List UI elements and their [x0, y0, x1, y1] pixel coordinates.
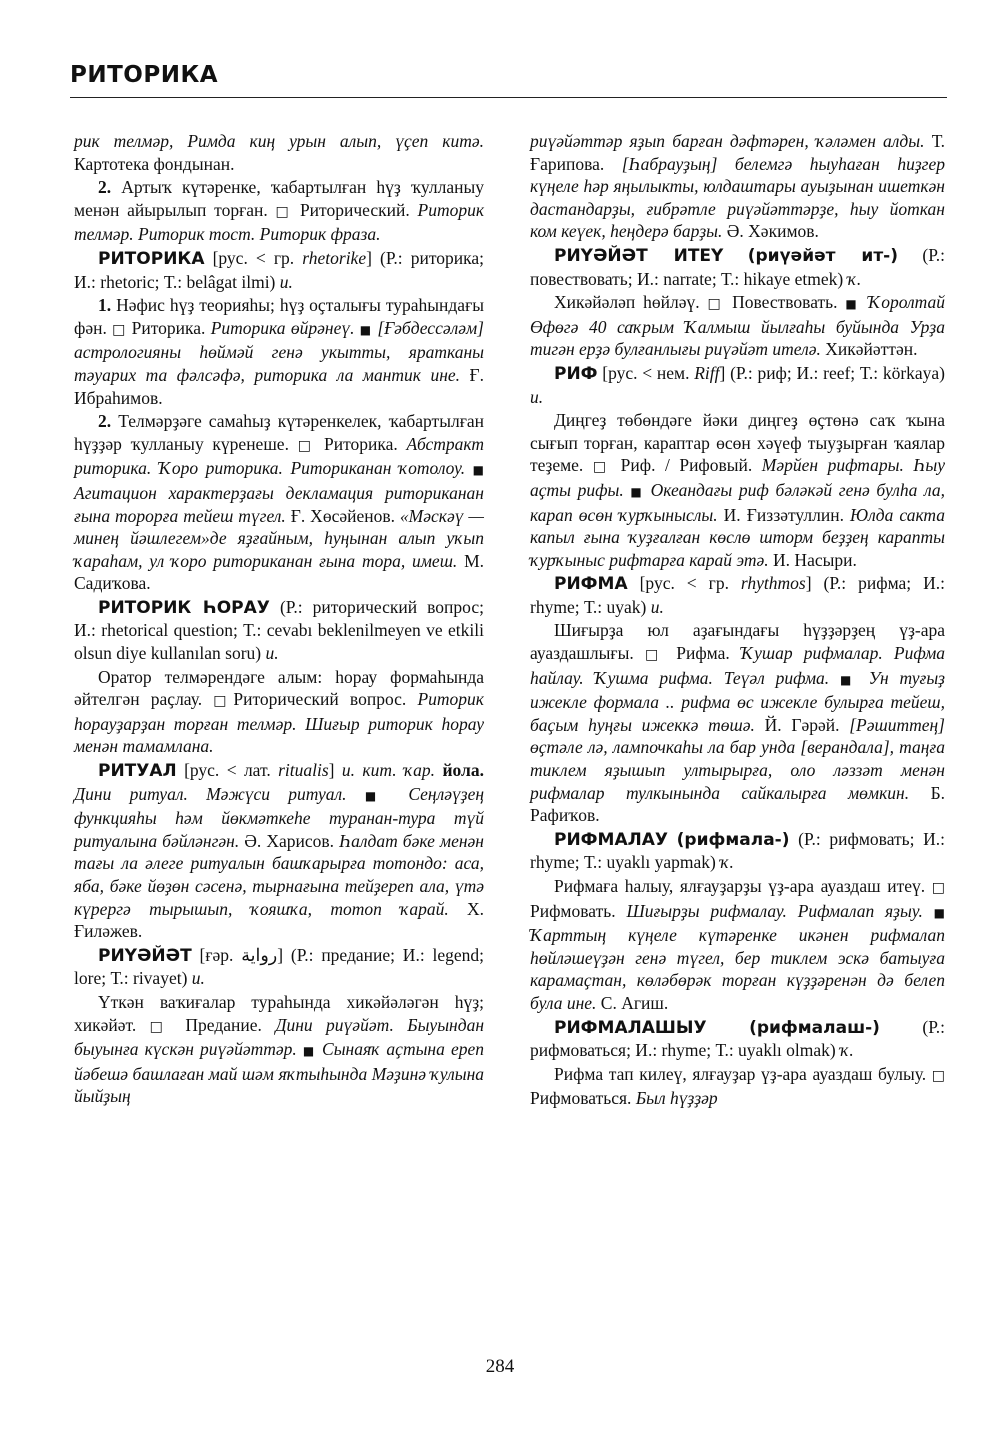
rifmalau-definition: Рифмаға һалыу, ялғауҙарҙы үҙ-ара ауаздаш итеү. □ Рифмовать. Шиғырҙы рифмалау. Рифмалап яҙыу. ■ Ҡарттың күңеле күтәренке икәнен рифмалап һөйләшеүҙән генә түгел, бер тиклем эскә батыуға карамаҫтан, көләбөрәк торған күҙҙәренән дә белеп була ине. С. Агиш.	[530, 876, 946, 1013]
sense-2: 2. Артыҡ күтәренке, ҡабартылған һүҙ ҡулланыу менән айырылып торған. □ Риторический. Риторик телмәр. Риторик тост. Риторик фраза.	[74, 177, 485, 245]
entry-rif: РИФ [рус. < нем. Riff] (Р.: риф; И.: reef; Т.: körkaya) и.	[530, 362, 946, 407]
rif-definition: Диңгеҙ төбөндәге йәки диңгеҙ өҫтөнә саҡ ҡына сығып торған, караптар өсөн хәүеф тыуҙырған ҡаялар теҙеме. □ Риф. / Рифовый. Мәрйен рифтары. Һыу аҫты рифы. ■ Океандағы риф бәләкәй генә булһа ла, карап өсөн ҡурҡыныслы. И. Ғиззәтуллин. Юлда сакта капыл ғына ҡуҙғалған көслө шторм беҙҙең карапты ҡурҡыныс рифтарға карай этә. И. Насыри.	[530, 410, 946, 570]
riuajat-continuation: риүәйәттәр яҙып барған дәфтәрен, ҡәләмен алды. Т. Ғарипова. [Һабрауҙың] белемгә һыуһаған һиҙгер күңеле һәр яңылыкты, юлдаштары ауыҙынан ишеткән дастандарҙы, ғибрәтле риүәйәттәрҙе, һыу йоткан ком кеүек, һеңдерә барҙы. Ә. Хәкимов.	[530, 131, 946, 242]
rifma-definition: Шиғырҙа юл аҙағындағы һүҙҙәрҙең үҙ-ара ауаздашлығы. □ Рифма. Ҡушар рифмалар. Рифма һайлау. Ҡушма рифма. Теүәл рифма. ■ Ун туғыҙ ижекле формала .. рифма өс ижекле булырға тейеш, баҫым һуңғы ижеккә төшә. Й. Гәрәй. [Рәшиттең] өҫтәле лә, лампочкаһы ла бар унда [верандала], таңға тиклем яҙышып ултырырға, оло ләззәт менән рифмалар тулкынында сайкалырға мөмкин. Б. Рафиҡов.	[530, 620, 946, 826]
riuajat-definition: Үткән ваҡиғалар тураһында хикәйәләгән һүҙ; хикәйәт. □ Предание. Дини риүәйәт. Быуындан быуынға күскән риүәйәттәр. ■ Сынаяҡ аҫтына ереп йәбешә башлаған май шәм яҡтыһында Мәҙинә ҡулына йыйҙың	[74, 991, 485, 1107]
left-column	[74, 130, 484, 1109]
entry-rifma: РИФМА [рус. < гр. rhythmos] (Р.: рифма; И.: rhyme; Т.: uyak) и.	[530, 573, 946, 617]
entry-riuajat: РИҮӘЙӘТ [ғәр. رواية] (Р.: предание; И.: legend; lore; Т.: rivayet) и.	[74, 944, 484, 989]
page-number: 284	[485, 1356, 515, 1377]
ritorik-horau-definition: Оратор телмәрендәге алым: һорау формаһында әйтелгән раҫлау. □Риторический вопрос. Риторик һорауҙарҙан торған телмәр. Шиғыр риторик һорау менән тамамлана.	[74, 666, 484, 757]
rifmalashyu-definition: Рифма тап килеү, ялғауҙар үҙ-ара ауаздаш булыу. □ Рифмоваться. Был һүҙҙәр	[530, 1063, 946, 1109]
header-rule	[70, 97, 947, 98]
entry-ritorika: РИТОРИКА [рус. < гр. rhetorike] (Р.: риторика; И.: rhetoric; Т.: belâgat ilmi) и.	[74, 247, 484, 292]
running-head: РИТОРИКА	[70, 62, 219, 88]
entry-continuation: рик телмәр, Римда киң урын алып, үҫеп китә. Картотека фондынан.	[74, 131, 484, 174]
entry-rifmalau: РИФМАЛАУ (рифмала-) (Р.: рифмовать; И.: rhyme; Т.: uyaklı yapmak) ҡ.	[530, 828, 946, 873]
entry-rifmalashyu: РИФМАЛАШЫУ (рифмалаш-) (Р.: рифмоваться; И.: rhyme; Т.: uyaklı olmak) ҡ.	[530, 1016, 946, 1061]
entry-ritual: РИТУАЛ [рус. < лат. ritualis] и. кит. ҡар. йола. Дини ритуал. Мәжүси ритуал. ■ Сеңләүҙең функцияһы һәм йөкмәткеһе туранан-тура түй ритуалына бәйләнгән. Ә. Харисов. Һалдат бәке менән тағы ла әлеге ритуалын башҡарырға тотондо: аса, яба, бәке йөҙөн сәсенә, тырнағына тейҙереп ала, үтә күрергә тырышып, ҡояшҡа, тотоп ҡарай. Х. Ғиләжев.	[74, 760, 485, 942]
entry-ritorik-horau: РИТОРИК ҺОРАУ (Р.: риторический вопрос; И.: rhetorical question; Т.: cevabı beklenilmeyen ve etkili olsun diye kullanılan soru) и.	[74, 596, 484, 664]
right-column	[530, 130, 945, 1111]
ritorika-sense-2: 2. Телмәрҙәге самаһыҙ күтәренкелек, ҡабартылған һүҙҙәр ҡулланыу күренеше. □ Риторика. Абстракт риторика. Ҡоро риторика. Риториканан ҡотолоу. ■ Агитацион характерҙағы декламация риториканан ғына торорға тейеш түгел. Ғ. Хөсәйенов. «Мәскәү — минең йәшлегем»де яҙғайным, һуңынан алып уҡып ҡараһам, ул ҡоро риториканан ғына тора, имеш. М. Садиҡова.	[74, 411, 485, 594]
riuajat-iteu-definition: Хикәйәләп һөйләү. □ Повествовать. ■ Ҡоролтай Өфөгә 40 саҡрым Ҡалмыш йылғаһы буйында Урҙа тигән ерҙә булғанлығы риүәйәт ителә. Хикәйәттән.	[530, 292, 946, 360]
ritorika-sense-1: 1. Нәфис һүҙ теорияһы; һүҙ оҫталығы тураһындағы фән. □ Риторика. Риторика өйрәнеү. ■ [Ғәбдессәләм] астрологияны һөймәй генә укытты, яратканы тәуарих та фәлсәфә, риторика ла мантик ине. Ғ. Ибраһимов.	[74, 295, 485, 408]
entry-riuajat-iteu: РИҮӘЙӘТ ИТЕҮ (риүәйәт ит-) (Р.: повествовать; И.: narrate; Т.: hikaye etmek) ҡ.	[530, 244, 945, 289]
